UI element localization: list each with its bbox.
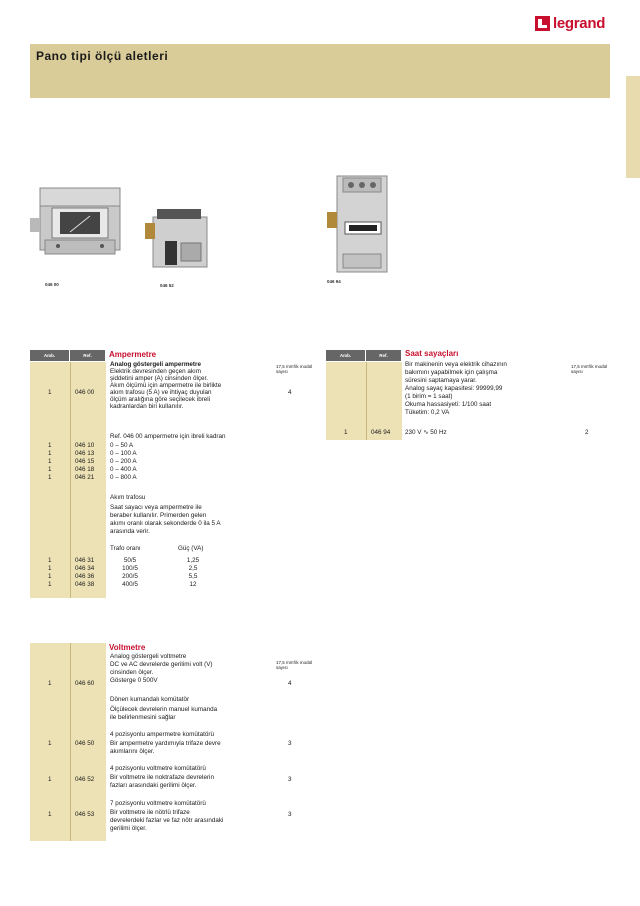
hour-counter-photo — [325, 172, 397, 276]
col-shade — [30, 643, 106, 841]
item-title: 4 pozisyonlu voltmetre komütatörü — [110, 765, 206, 772]
dial-range: 0 – 100 A — [110, 450, 137, 457]
trafo-ratio: 200/5 — [122, 573, 138, 580]
col-divider — [70, 362, 71, 598]
photo-label: 046 00 — [45, 282, 59, 287]
module-value: 4 — [288, 389, 292, 396]
module-header: 17,5 mm'lik modül sayısı — [276, 364, 313, 374]
ref-value: 046 00 — [75, 389, 95, 396]
ref-value: 046 10 — [75, 442, 95, 449]
amb-value: 1 — [48, 450, 52, 457]
dial-range: 0 – 400 A — [110, 466, 137, 473]
desc-line: kadranlardan biri kullanılır. — [110, 403, 184, 410]
item-title: 7 pozisyonlu voltmetre komütatörü — [110, 800, 206, 807]
trafo-power: 1,25 — [186, 557, 200, 564]
ref-value: 046 94 — [371, 429, 391, 436]
dial-range: 0 – 200 A — [110, 458, 137, 465]
item-line: fazları arasındaki gerilimi ölçer. — [110, 782, 197, 789]
trafo-desc: Saat sayacı veya ampermetre ile — [110, 504, 202, 511]
side-tab — [626, 76, 640, 178]
brand-logo — [535, 14, 605, 32]
amb-value: 1 — [48, 474, 52, 481]
trafo-ratio-header: Trafo oranı — [110, 545, 141, 552]
item-line: gerilimi ölçer. — [110, 825, 147, 832]
item-title: 4 pozisyonlu ampermetre komütatörü — [110, 731, 214, 738]
desc-line: Okuma hassasiyeti: 1/100 saat — [405, 401, 492, 408]
ref-value: 046 53 — [75, 811, 95, 818]
module-header: 17,5 mm'lik modül sayısı — [276, 660, 313, 670]
trafo-desc: arasında verir. — [110, 528, 150, 535]
desc-line: Analog sayaç kapasitesi: 99999,99 — [405, 385, 503, 392]
ref-value: 046 21 — [75, 474, 95, 481]
ref-value: 046 52 — [75, 776, 95, 783]
amb-value: 1 — [48, 565, 52, 572]
row-text: 230 V ∿ 50 Hz — [405, 429, 447, 436]
ref-header: Ref. — [70, 350, 106, 361]
desc-line: DC ve AC devrelerde gerilimi volt (V) — [110, 661, 213, 668]
photo-label: 046 52 — [160, 283, 174, 288]
trafo-power: 2,5 — [188, 565, 198, 572]
desc-line: Bir makinenin veya elektrik cihazının — [405, 361, 507, 368]
desc-line: Analog göstergeli ampermetre — [110, 361, 201, 368]
amb-value: 1 — [48, 680, 52, 687]
desc-line: Tüketim: 0,2 VA — [405, 409, 450, 416]
amb-value: 1 — [48, 458, 52, 465]
kom-desc: ile belirlenmesini sağlar — [110, 714, 176, 721]
desc-line: Gösterge 0 500V — [110, 677, 158, 684]
ref-value: 046 50 — [75, 740, 95, 747]
trafo-ratio: 400/5 — [122, 581, 138, 588]
desc-line: şiddetini amper (A) cinsinden ölçer. — [110, 375, 208, 382]
item-line: Bir voltmetre ile noktrafaze devrelerin — [110, 774, 214, 781]
kom-title: Dönen kumandalı komütatör — [110, 696, 190, 703]
col-divider — [70, 643, 71, 841]
amb-value: 1 — [48, 581, 52, 588]
desc-line: Elektrik devresinden geçen akım — [110, 368, 202, 375]
amb-header: Amb. — [326, 350, 366, 361]
section-title: Voltmetre — [109, 643, 146, 652]
page-title: Pano tipi ölçü aletleri — [36, 49, 169, 63]
ref-value: 046 31 — [75, 557, 95, 564]
section-title: Saat sayaçları — [405, 349, 459, 358]
legrand-logo-icon — [535, 16, 550, 31]
ammeter-photo — [30, 180, 130, 278]
amb-value: 1 — [48, 776, 52, 783]
ref-value: 046 15 — [75, 458, 95, 465]
kom-desc: Ölçülecek devrelerin manuel kumanda — [110, 706, 218, 713]
module-value: 2 — [585, 429, 589, 436]
amb-value: 1 — [48, 442, 52, 449]
photo-label: 046 94 — [327, 279, 341, 284]
ref-value: 046 18 — [75, 466, 95, 473]
amb-value: 1 — [48, 389, 52, 396]
dial-range: 0 – 800 A — [110, 474, 137, 481]
amb-value: 1 — [48, 557, 52, 564]
module-value: 4 — [288, 680, 292, 687]
amb-value: 1 — [344, 429, 348, 436]
desc-line: süresini saptamaya yarar. — [405, 377, 477, 384]
module-value: 3 — [288, 811, 292, 818]
ref-header: Ref. — [366, 350, 402, 361]
amb-value: 1 — [48, 740, 52, 747]
trafo-ratio: 50/5 — [123, 557, 137, 564]
ref-value: 046 36 — [75, 573, 95, 580]
trafo-power: 5,5 — [188, 573, 198, 580]
amb-header: Amb. — [30, 350, 70, 361]
trafo-power: 12 — [189, 581, 197, 588]
page-header — [30, 44, 610, 98]
ref-value: 046 13 — [75, 450, 95, 457]
col-divider — [366, 362, 367, 440]
trafo-desc: akımı oranlı olarak sekonderde 0 ila 5 A — [110, 520, 221, 527]
trafo-power-header: Güç (VA) — [178, 545, 204, 552]
trafo-ratio: 100/5 — [122, 565, 138, 572]
trafo-desc: beraber kullanılır. Primerden gelen — [110, 512, 207, 519]
commutator-photo — [145, 205, 215, 280]
ref-value: 046 38 — [75, 581, 95, 588]
desc-line: Akım ölçümü için ampermetre ile birlikte — [110, 382, 222, 389]
col-shade — [326, 362, 402, 440]
item-line: Bir ampermetre yardımıyla trifaze devre — [110, 740, 221, 747]
dial-title: Ref. 046 00 ampermetre için ibreli kadran — [110, 433, 226, 440]
amb-value: 1 — [48, 811, 52, 818]
desc-line: cinsinden ölçer. — [110, 669, 154, 676]
desc-line: Analog göstergeli voltmetre — [110, 653, 187, 660]
item-line: Bir voltmetre ile nötrlü trifaze — [110, 809, 190, 816]
module-header: 17,5 mm'lik modül sayısı — [571, 364, 608, 374]
ref-value: 046 34 — [75, 565, 95, 572]
ref-value: 046 60 — [75, 680, 95, 687]
item-line: devrelerdeki fazlar ve faz nötr arasındaki — [110, 817, 224, 824]
module-value: 3 — [288, 776, 292, 783]
trafo-title: Akım trafosu — [110, 494, 146, 501]
col-shade — [30, 362, 106, 598]
desc-line: ölçüm aralığına göre seçilecek ibreli — [110, 396, 211, 403]
desc-line: akım trafosu (5 A) ve ihtiyaç duyulan — [110, 389, 212, 396]
dial-range: 0 – 50 A — [110, 442, 134, 449]
item-line: akımlarını ölçer. — [110, 748, 155, 755]
brand-name: legrand — [553, 14, 606, 32]
module-value: 3 — [288, 740, 292, 747]
amb-value: 1 — [48, 573, 52, 580]
amb-value: 1 — [48, 466, 52, 473]
desc-line: (1 birim = 1 saat) — [405, 393, 453, 400]
desc-line: bakımını yapabilmek için çalışma — [405, 369, 498, 376]
section-title: Ampermetre — [109, 350, 157, 359]
